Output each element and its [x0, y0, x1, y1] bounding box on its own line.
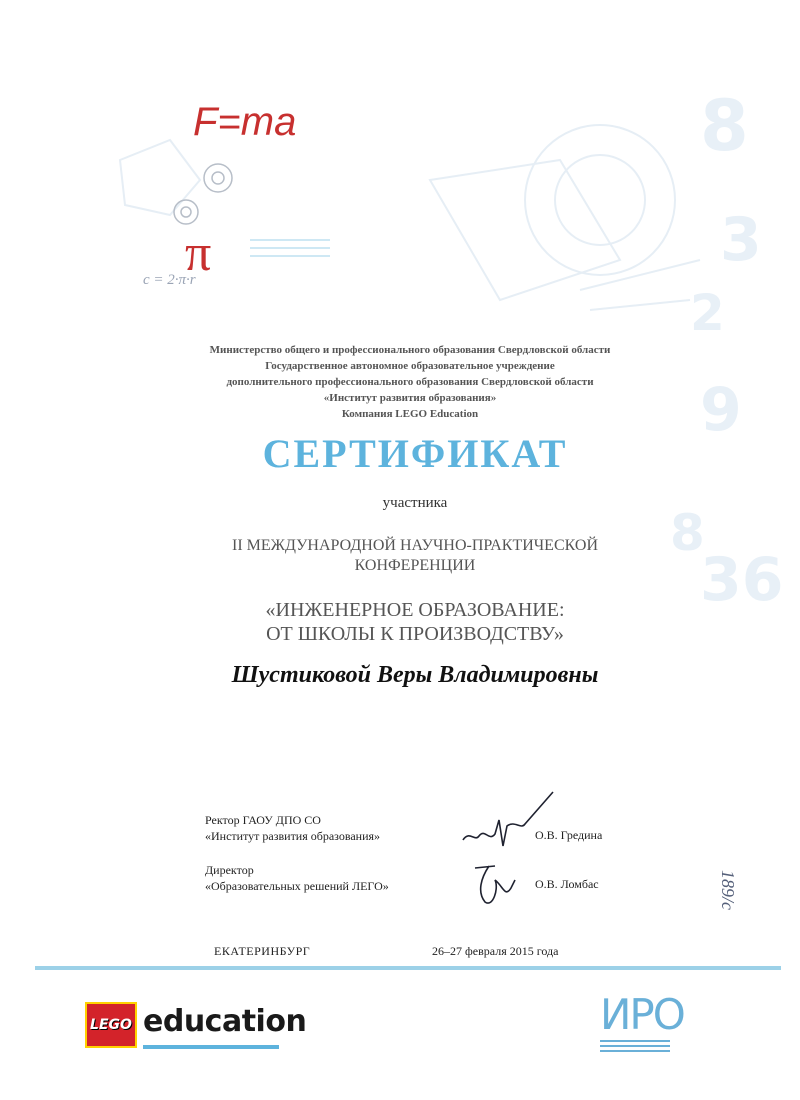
role-line: Ректор ГАОУ ДПО СО — [205, 813, 321, 827]
education-logo-text: education — [143, 1004, 307, 1039]
formula-circumference: c = 2·π·r — [143, 272, 196, 288]
certificate-title: СЕРТИФИКАТ — [262, 431, 568, 476]
svg-text:9: 9 — [700, 375, 742, 445]
participant-label: участника — [382, 495, 448, 511]
conference-line: II МЕЖДУНАРОДНОЙ НАУЧНО-ПРАКТИЧЕСКОЙ — [231, 537, 599, 554]
formula-newton: F=ma — [193, 100, 297, 144]
signatory-name-rector: О.В. Гредина — [535, 828, 603, 842]
issuer-line: Государственное автономное образовательное учреждение — [265, 360, 555, 372]
issuer-line: дополнительного профессионального образования Свердловской области — [226, 376, 594, 388]
signatory-name-director: О.В. Ломбас — [535, 877, 599, 891]
role-line: «Образовательных решений ЛЕГО» — [205, 879, 389, 893]
role-line: «Институт развития образования» — [205, 829, 381, 843]
issuer-line: Министерство общего и профессионального образования Свердловской области — [209, 344, 611, 356]
role-line: Директор — [205, 863, 254, 877]
education-logo-underline — [143, 1045, 279, 1049]
iro-logo-lines — [600, 1040, 670, 1055]
issuer-line: Компания LEGO Education — [341, 408, 479, 420]
conference-name-line: ОТ ШКОЛЫ К ПРОИЗВОДСТВУ» — [266, 623, 564, 645]
signature-rector — [455, 790, 565, 860]
lego-logo: LEGO — [85, 1002, 137, 1048]
svg-text:2: 2 — [690, 284, 725, 342]
issuer-line: «Институт развития образования» — [323, 392, 497, 404]
signatory-role-rector — [205, 812, 380, 844]
date-label: 26–27 февраля 2015 года — [432, 944, 559, 958]
signatory-role-director — [205, 862, 389, 894]
footer-divider — [35, 966, 781, 970]
handwritten-note: 189/с — [718, 870, 738, 910]
conference-name — [150, 598, 680, 646]
formula-pi: π — [185, 225, 212, 282]
recipient-name: Шустиковой Веры Владимировны — [231, 662, 599, 688]
city-label: ЕКАТЕРИНБУРГ — [214, 944, 311, 958]
issuer-header — [140, 342, 680, 422]
svg-text:36: 36 — [700, 545, 784, 615]
conference-name-line: «ИНЖЕНЕРНОЕ ОБРАЗОВАНИЕ: — [265, 599, 565, 621]
svg-text:8: 8 — [700, 85, 749, 167]
conference-line: КОНФЕРЕНЦИИ — [354, 557, 476, 574]
signature-director — [455, 858, 535, 918]
svg-text:8: 8 — [670, 504, 705, 562]
conference-title — [150, 536, 680, 576]
iro-logo: ИРО — [600, 990, 684, 1039]
svg-text:3: 3 — [720, 205, 762, 275]
